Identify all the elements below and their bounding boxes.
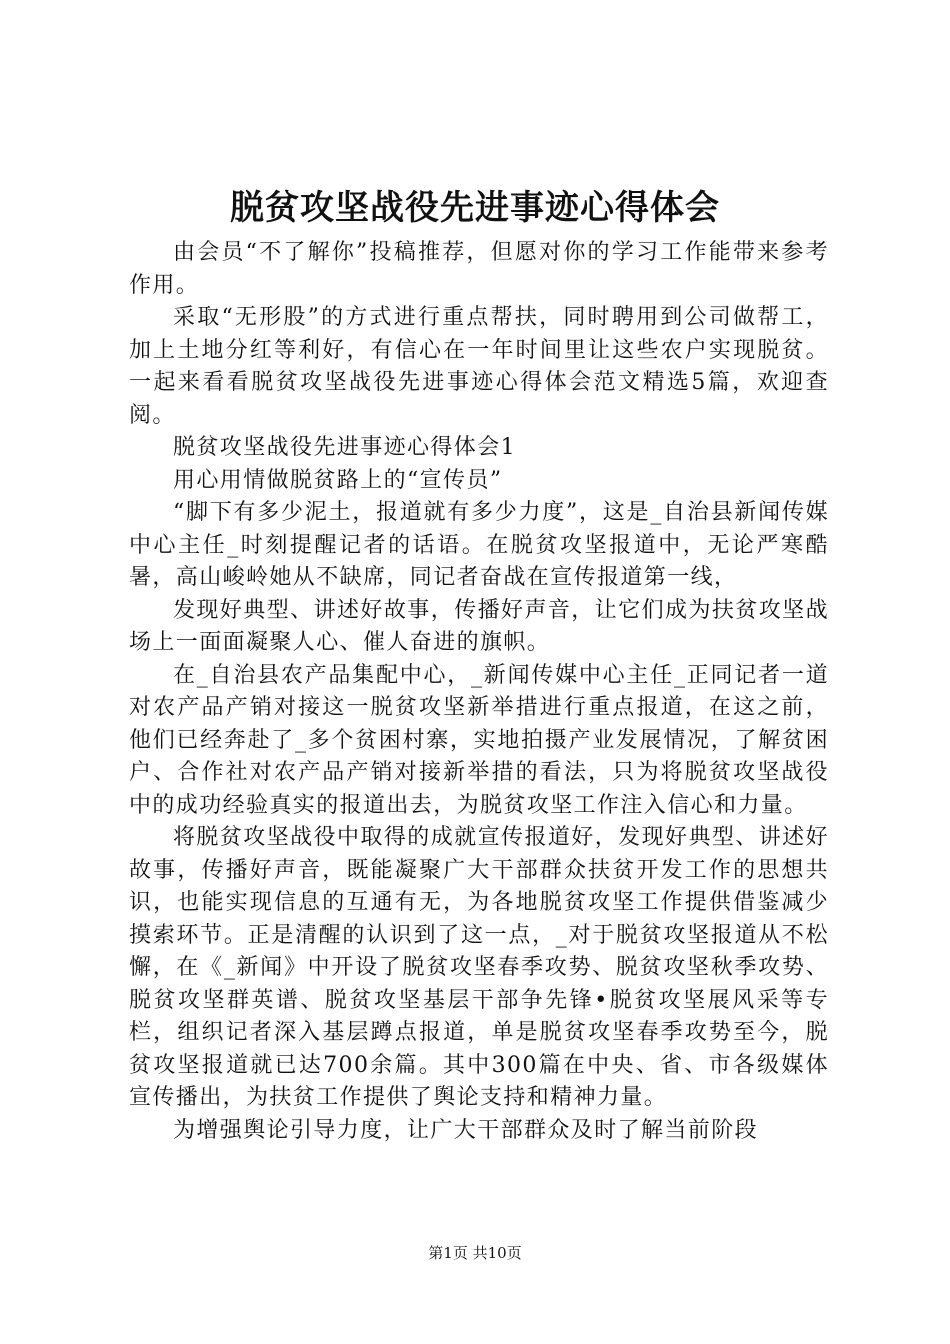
section-heading: 脱贫攻坚战役先进事迹心得体会1 — [173, 435, 516, 460]
document-body — [129, 237, 829, 1147]
section-subheading: 用心用情做脱贫路上的“宣传员” — [173, 467, 503, 493]
paragraph: “脚下有多少泥土，报道就有多少力度”，这是_自治县新闻传媒中心主任_时刻提醒记者的话语。在脱贫攻坚报道中，无论严寒酷暑，高山峻岭她从不缺席，同记者奋战在宣传报道第一线， — [129, 500, 829, 590]
paragraph: 发现好典型、讲述好故事，传播好声音，让它们成为扶贫攻坚战场上一面面凝聚人心、催人奋进的旗帜。 — [129, 597, 829, 655]
paragraph: 由会员“不了解你”投稿推荐，但愿对你的学习工作能带来参考作用。 — [129, 240, 829, 298]
paragraph: 将脱贫攻坚战役中取得的成就宣传报道好，发现好典型、讲述好故事，传播好声音，既能凝聚广大干部群众扶贫开发工作的思想共识，也能实现信息的互通有无，为各地脱贫攻坚工作提供借鉴减少摸索环节。正是清醒的认识到了这一点，_对于脱贫攻坚报道从不松懈，在《_新闻》中开设了脱贫攻坚春季攻势、脱贫攻坚秋季攻势、脱贫攻坚群英谱、脱贫攻坚基层干部争先锋•脱贫攻坚展风采等专栏，组织记者深入基层蹲点报道，单是脱贫攻坚春季攻势至今，脱贫攻坚报道就已达700余篇。其中300篇在中央、省、市各级媒体宣传播出，为扶贫工作提供了舆论支持和精神力量。 — [129, 825, 829, 1110]
document-title: 脱贫攻坚战役先进事迹心得体会 — [230, 188, 720, 228]
page-footer: 第1页 共10页 — [428, 1244, 522, 1262]
paragraph: 在_自治县农产品集配中心，_新闻传媒中心主任_正同记者一道对农产品产销对接这一脱贫攻坚新举措进行重点报道，在这之前，他们已经奔赴了_多个贫困村寨，实地拍摄产业发展情况，了解贫困户、合作社对农产品产销对接新举措的看法，只为将脱贫攻坚战役中的成功经验真实的报道出去，为脱贫攻坚工作注入信心和力量。 — [129, 662, 829, 818]
paragraph: 为增强舆论引导力度，让广大干部群众及时了解当前阶段 — [173, 1117, 759, 1143]
paragraph: 采取“无形股”的方式进行重点帮扶，同时聘用到公司做帮工，加上土地分红等利好，有信心在一年时间里让这些农户实现脱贫。一起来看看脱贫攻坚战役先进事迹心得体会范文精选5篇，欢迎查阅。 — [129, 305, 829, 428]
